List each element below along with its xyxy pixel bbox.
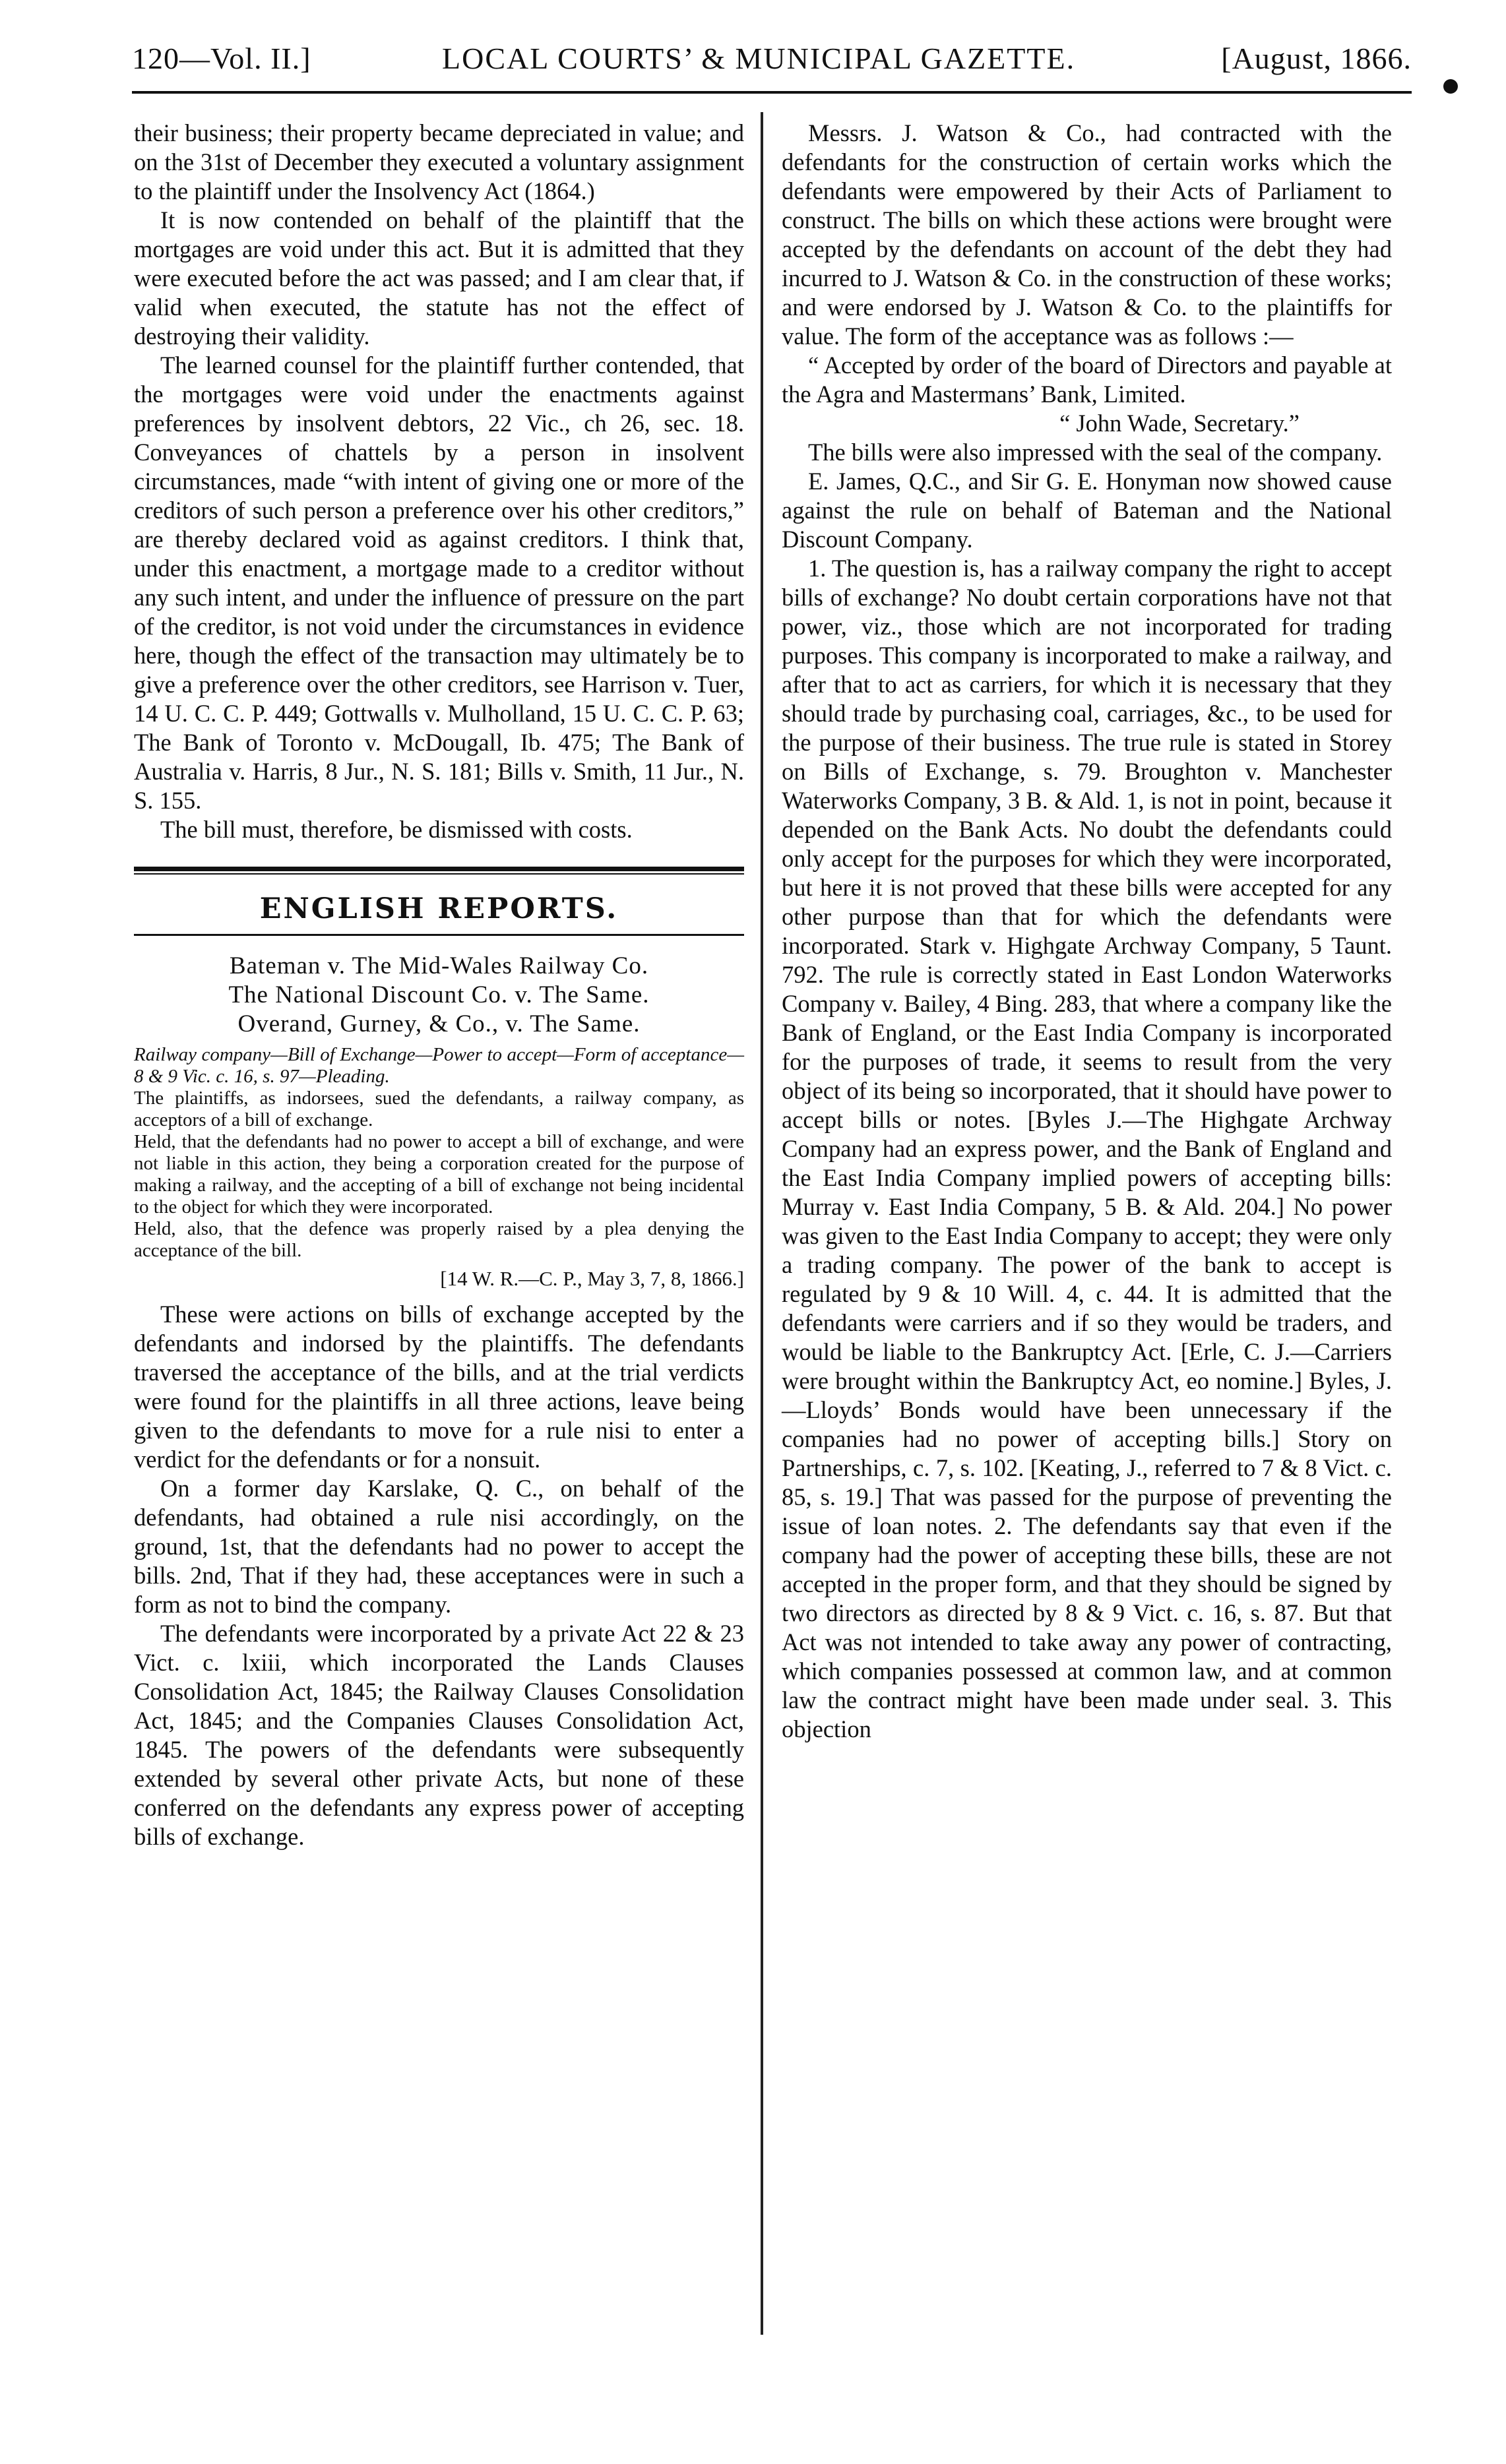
paragraph: The bill must, therefore, be dismissed with costs.: [160, 816, 633, 843]
paragraph: E. James, Q.C., and Sir G. E. Honyman now showed cause against the rule on behalf of Bateman and the National Discount Company.: [782, 468, 1392, 553]
running-header: [132, 41, 1412, 87]
headnote: The plaintiffs, as indorsees, sued the defendants, a railway company, as acceptors of a bill of exchange.: [134, 1088, 744, 1130]
paragraph: On a former day Karslake, Q. C., on behalf of the defendants, had obtained a rule nisi accordingly, on the ground, 1st, that the defendants had no power to accept the bills. 2nd, That if they had, these acceptances were in such a form as not to bind the company.: [134, 1475, 744, 1618]
case-title-line: Overand, Gurney, & Co., v. The Same.: [237, 1010, 641, 1037]
issue-date: [August, 1866.: [1221, 42, 1412, 75]
section-separator: [134, 867, 744, 875]
report-citation: [14 W. R.—C. P., May 3, 7, 8, 1866.]: [440, 1267, 744, 1290]
paragraph: 1. The question is, has a railway company the right to accept bills of exchange? No doubt certain corporations have not that power, viz., those which are not incorporated for trading purposes. This company is incorporated to make a railway, and after that to act as carriers, for which it is necessary that they should trade by purchasing coal, carriages, &c., to be used for the purpose of their business. The true rule is stated in Storey on Bills of Exchange, s. 79. Broughton v. Manchester Waterworks Company, 3 B. & Ald. 1, is not in point, because it depended on the Bank Acts. No doubt the defendants could only accept for the purposes for which they were incorporated, but here it is not proved that these bills were accepted for any other purpose than that for which the defendants were incorporated. Stark v. Highgate Archway Company, 5 Taunt. 792. The rule is correctly stated in East London Waterworks Company v. Bailey, 4 Bing. 283, that where a company like the Bank of England, or the East India Company is incorporated for the purposes of trade, it seems to result from the very object of its being so incorporated, that it should have power to accept bills or notes. [Byles J.—The Highgate Archway Company had an express power, and the Bank of England and the East India Company implied powers of accepting bills: Murray v. East India Company, 5 B. & Ald. 204.] No power was given to the East India Company to accept; they were only a trading company. The power of the bank to accept is regulated by 9 & 10 Will. 4, c. 44. It is admitted that the defendants were carriers and if so they would be traders, and would be liable to the Bankruptcy Act. [Erle, C. J.—Carriers were brought within the Bankruptcy Act, eo nomine.] Byles, J.—Lloyds’ Bonds would have been unnecessary if the companies had no power of accepting bills.] Story on Partnerships, c. 7, s. 102. [Keating, J., referred to 7 & 8 Vict. c. 85, s. 19.] That was passed for the purpose of preventing the issue of loan notes. 2. The defendants say that even if the company had the power of accepting these bills, these are not accepted in the proper form, and that they should be signed by two directors as directed by 8 & 9 Vict. c. 16, s. 87. But that Act was not intended to take away any power of contracting, which companies possessed at common law, and at common law the contract might have been made under seal. 3. This objection: [782, 555, 1392, 1742]
section-title: ENGLISH REPORTS.: [259, 892, 619, 925]
paragraph: Messrs. J. Watson & Co., had contracted with the defendants for the construction of certain works which the defendants were empowered by their Acts of Parliament to construct. The bills on which these actions were brought were accepted by the defendants on account of the debt they had incurred to J. Watson & Co. in the construction of these works; and were endorsed by J. Watson & Co. to the plaintiffs for value. The form of the acceptance was as follows :—: [782, 119, 1392, 350]
case-title-line: The National Discount Co. v. The Same.: [228, 981, 650, 1008]
right-column: [782, 119, 1392, 1744]
gazette-title: LOCAL COURTS’ & MUNICIPAL GAZETTE.: [442, 42, 1076, 75]
headnote: Railway company—Bill of Exchange—Power to accept—Form of acceptance—8 & 9 Vic. c. 16, s. 97—Pleading.: [134, 1044, 744, 1087]
paragraph: The learned counsel for the plaintiff further contended, that the mortgages were void under the enactments against preferences by insolvent debtors, 22 Vic., ch 26, sec. 18. Conveyances of chattels by a person in insolvent circumstances, made “with intent of giving one or more of the creditors of such person a preference over his other creditors,” are thereby declared void as against creditors. I think that, under this enactment, a mortgage made to a creditor without any such intent, and under the influence of pressure on the part of the creditor, is not void under the circumstances in evidence here, though the effect of the transaction may ultimately be to give a preference over the other creditors, see Harrison v. Tuer, 14 U. C. C. P. 449; Gottwalls v. Mulholland, 15 U. C. C. P. 63; The Bank of Toronto v. McDougall, Ib. 475; The Bank of Australia v. Harris, 8 Jur., N. S. 181; Bills v. Smith, 11 Jur., N. S. 155.: [134, 352, 744, 814]
paragraph: The defendants were incorporated by a private Act 22 & 23 Vict. c. lxiii, which incorporated the Lands Clauses Consolidation Act, 1845; the Railway Clauses Consolidation Act, 1845; and the Companies Clauses Consolidation Act, 1845. The powers of the defendants were subsequently extended by several other private Acts, but none of these conferred on the defendants any express power of accepting bills of exchange.: [134, 1620, 744, 1850]
headnotes: [134, 1044, 744, 1262]
column-divider: [761, 112, 763, 2335]
case-title-line: Bateman v. The Mid-Wales Railway Co.: [229, 952, 649, 979]
paragraph: It is now contended on behalf of the plaintiff that the mortgages are void under this act. But it is admitted that they were executed before the act was passed; and I am clear that, if valid when executed, the statute has not the effect of destroying their validity.: [134, 206, 744, 350]
headnote: Held, also, that the defence was properly raised by a plea denying the acceptance of the bill.: [134, 1218, 744, 1261]
signature-line: “ John Wade, Secretary.”: [1059, 410, 1300, 437]
paragraph: “ Accepted by order of the board of Directors and payable at the Agra and Mastermans’ Bank, Limited.: [782, 352, 1392, 408]
headnote: Held, that the defendants had no power to accept a bill of exchange, and were not liable in this action, they being a corporation created for the purpose of making a railway, and the accepting of a bill of exchange not being incidental to the object for which they were incorporated.: [134, 1131, 744, 1217]
ink-dot: [1443, 79, 1458, 94]
paragraph: These were actions on bills of exchange accepted by the defendants and indorsed by the plaintiffs. The defendants traversed the acceptance of the bills, and at the trial verdicts were found for the plaintiffs in all three actions, leave being given to the defendants to move for a rule nisi to enter a verdict for the defendants or for a nonsuit.: [134, 1301, 744, 1473]
header-rule: [132, 91, 1412, 94]
paragraph: their business; their property became depreciated in value; and on the 31st of December they executed a voluntary assignment to the plaintiff under the Insolvency Act (1864.): [134, 119, 744, 204]
page-volume: 120—Vol. II.]: [132, 42, 311, 75]
paragraph: The bills were also impressed with the seal of the company.: [808, 439, 1383, 466]
left-column: [134, 119, 744, 1851]
section-rule: [134, 934, 744, 936]
